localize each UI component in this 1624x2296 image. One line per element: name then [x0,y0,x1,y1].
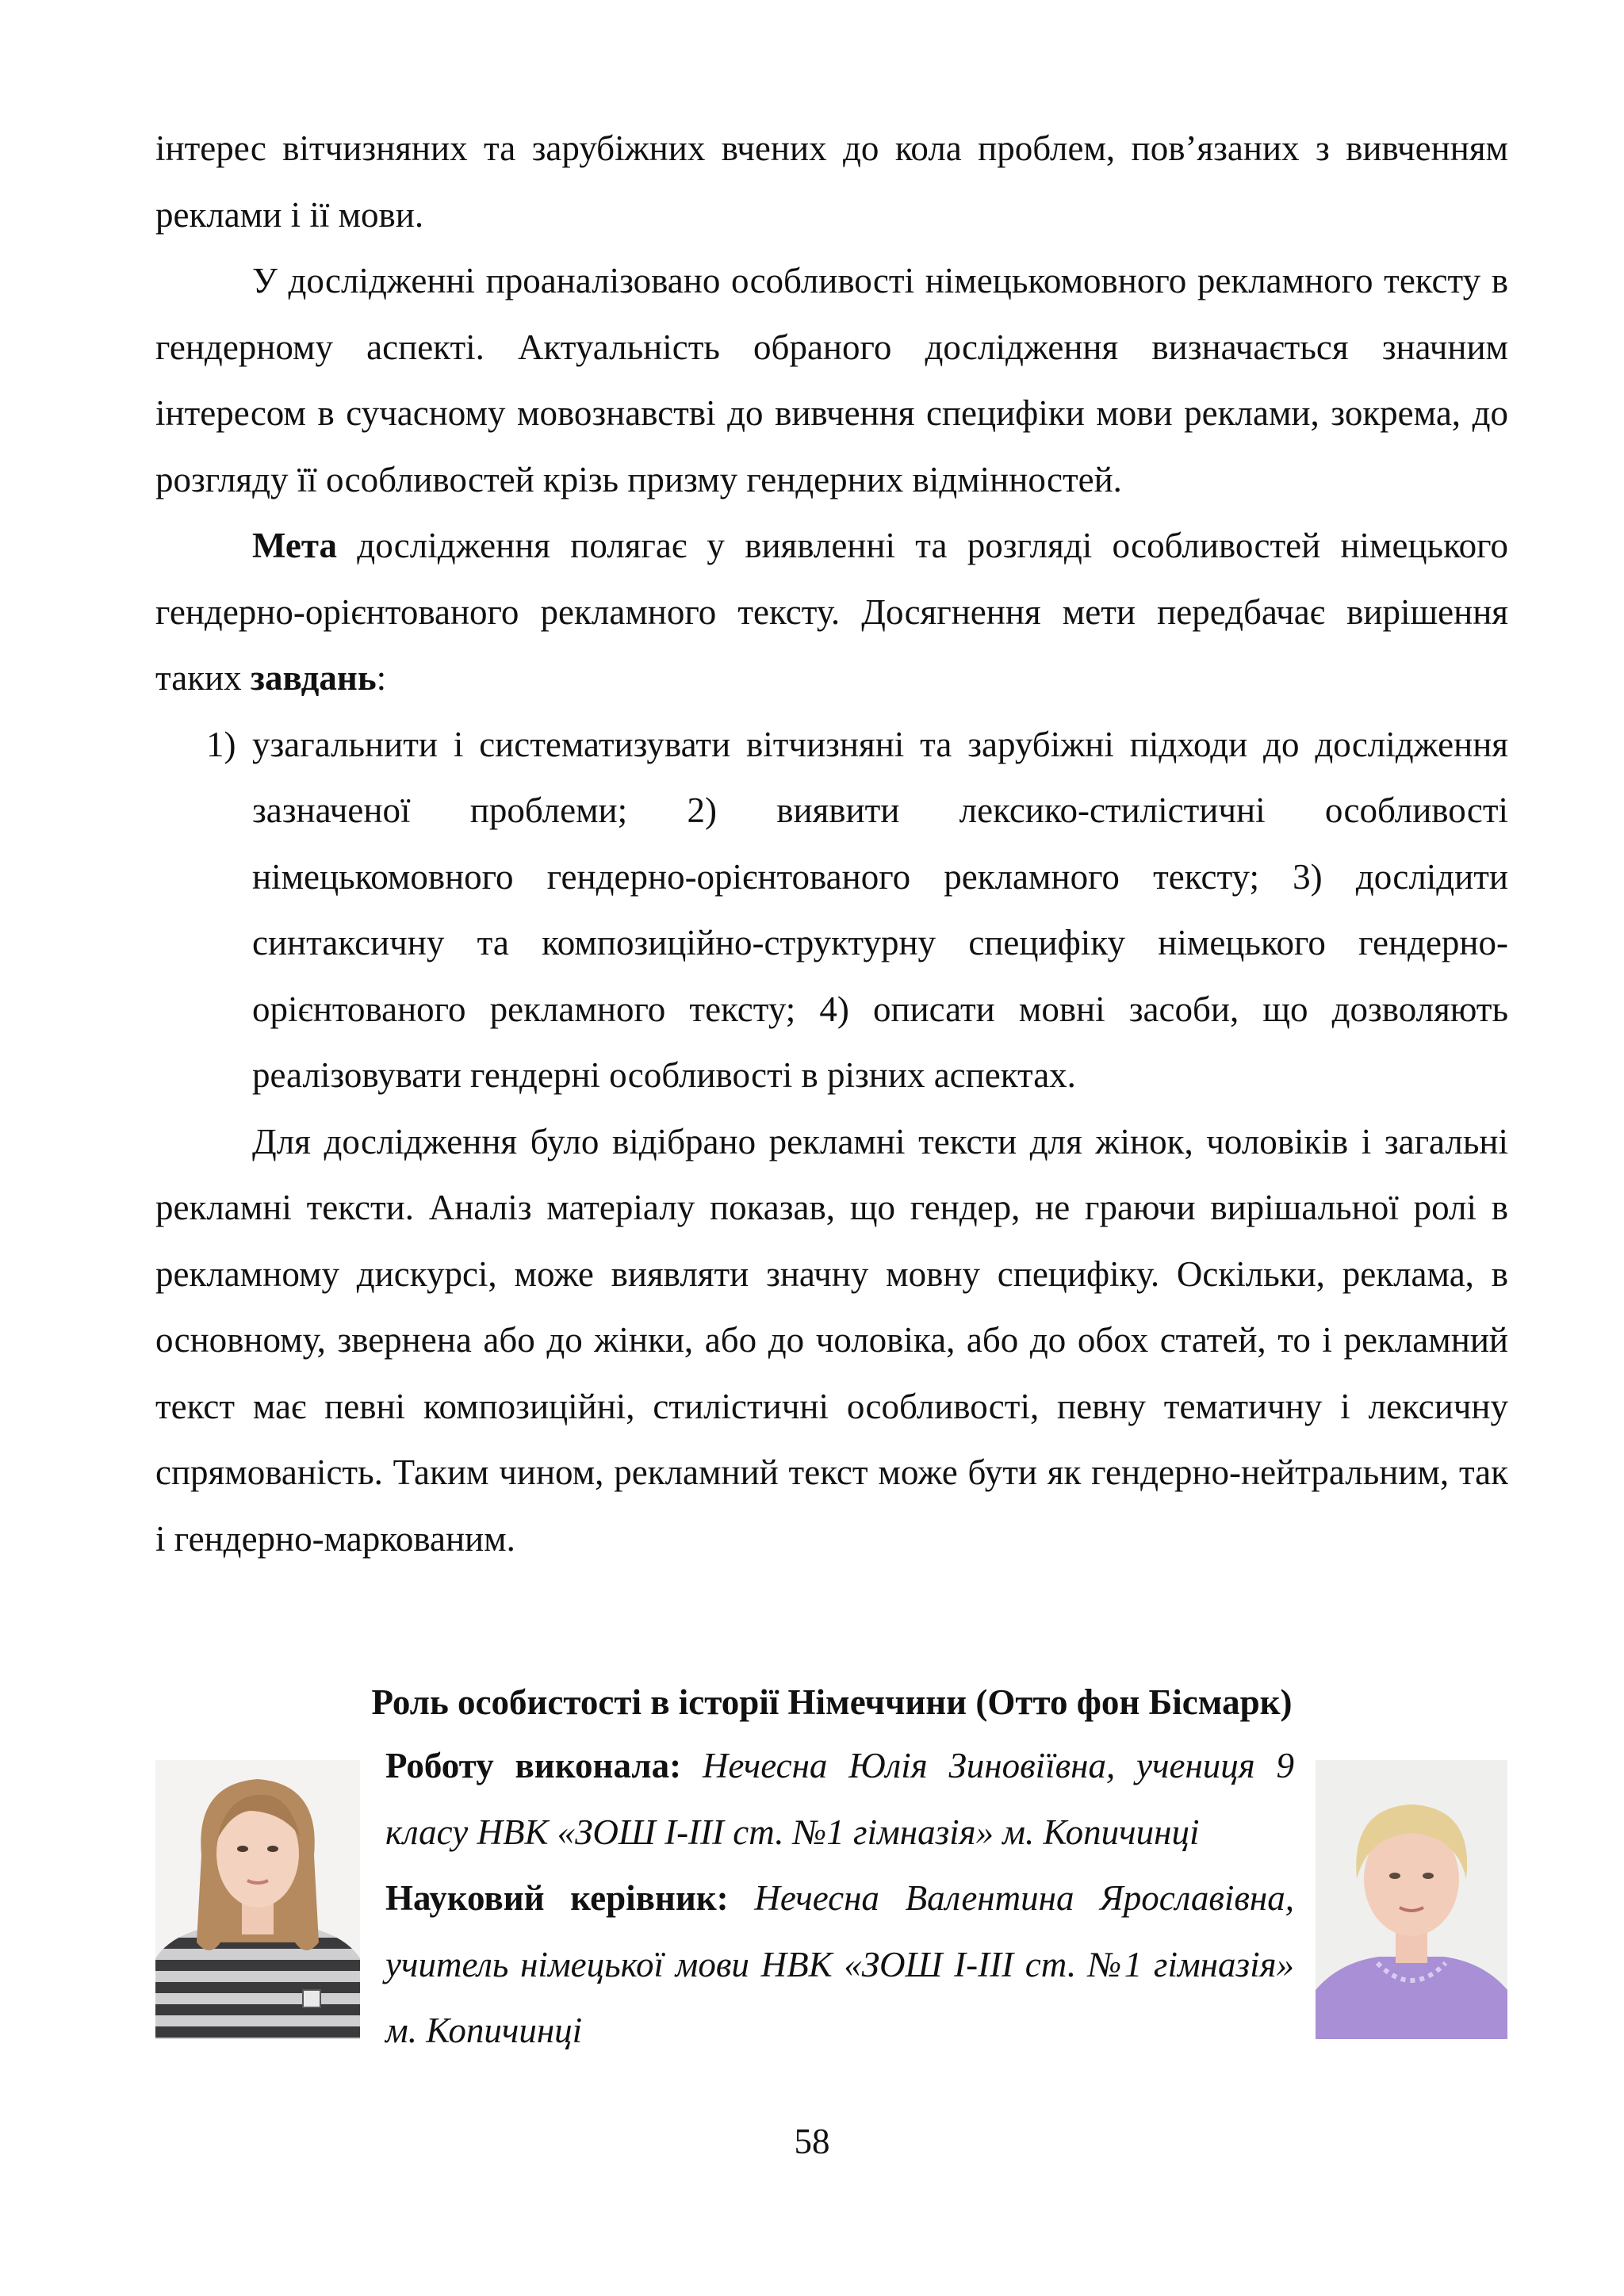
author-label: Роботу виконала: [385,1746,682,1785]
tasks-term: завдань [250,658,377,698]
goal-colon: : [376,658,387,698]
supervisor-portrait-image [1316,1760,1507,2039]
author-value: Нечесна Юлія Зиновіївна, учениця 9 класу НВК «ЗОШ І-ІІІ ст. №1 гімназія» м. Копичинці [385,1746,1295,1852]
author-info [385,1733,1294,2064]
supervisor-value: Нечесна Валентина Ярославівна, учитель німецької мови НВК «ЗОШ І-ІІІ ст. №1 гімназія» м. Копичинці [385,1878,1295,2050]
student-photo [155,1760,360,2039]
goal-text: дослідження полягає у виявленні та розгляді особливостей німецького гендерно-орієнтованого рекламного тексту. Досягнення мети передбачає вирішення таких [155,526,1508,698]
student-portrait-image [155,1760,360,2039]
list-item-text: узагальнити і систематизувати вітчизняні та зарубіжні підходи до дослідження зазначеної проблеми; 2) виявити лексико-стилістичні особливості німецькомовного гендерно-орієнтованого рекламного тексту; 3) дослідити синтаксичну та композиційно-структурну специфіку німецького гендерно-орієнтованого рекламного тексту; 4) описати мовні засоби, що дозволяють реалізовувати гендерні особливості в різних аспектах. [252,724,1508,1095]
paragraph-research: У дослідженні проаналізовано особливості німецькомовного рекламного тексту в гендерному аспекті. Актуальність обраного дослідження визначається значним інтересом в сучасному мовознавстві до вивчення специфіки мови реклами, зокрема, до розгляду її особливостей крізь призму гендерних відмінностей. [155,261,1508,499]
page-number: 58 [794,2122,830,2161]
goal-term: Мета [252,526,338,565]
supervisor-label: Науковий керівник: [385,1878,729,1918]
paragraph-intro: інтерес вітчизняних та зарубіжних вчених до кола проблем, пов’язаних з вивченням реклами і ії мови. [155,128,1508,235]
section-title: Роль особистості в історії Німеччини (Отто фон Бісмарк) [371,1682,1293,1722]
paragraph-goal [155,513,1508,712]
list-number: 1) [206,724,236,764]
paragraph-analysis: Для дослідження було відібрано рекламні тексти для жінок, чоловіків і загальні рекламні тексти. Аналіз матеріалу показав, що гендер, не граючи вирішальної ролі в рекламному дискурсі, може виявляти значну мовну специфіку. Оскільки, реклама, в основному, звернена або до жінки, або до чоловіка, або до обох статей, то і рекламний текст має певні композиційні, стилістичні особливості, певну тематичну і лексичну спрямованість. Таким чином, рекламний текст може бути як гендерно-нейтральним, так і гендерно-маркованим. [155,1121,1508,1559]
supervisor-photo [1316,1760,1507,2039]
body-text [155,116,1508,1572]
tasks-list [155,712,1508,1109]
list-item [155,712,1508,1109]
